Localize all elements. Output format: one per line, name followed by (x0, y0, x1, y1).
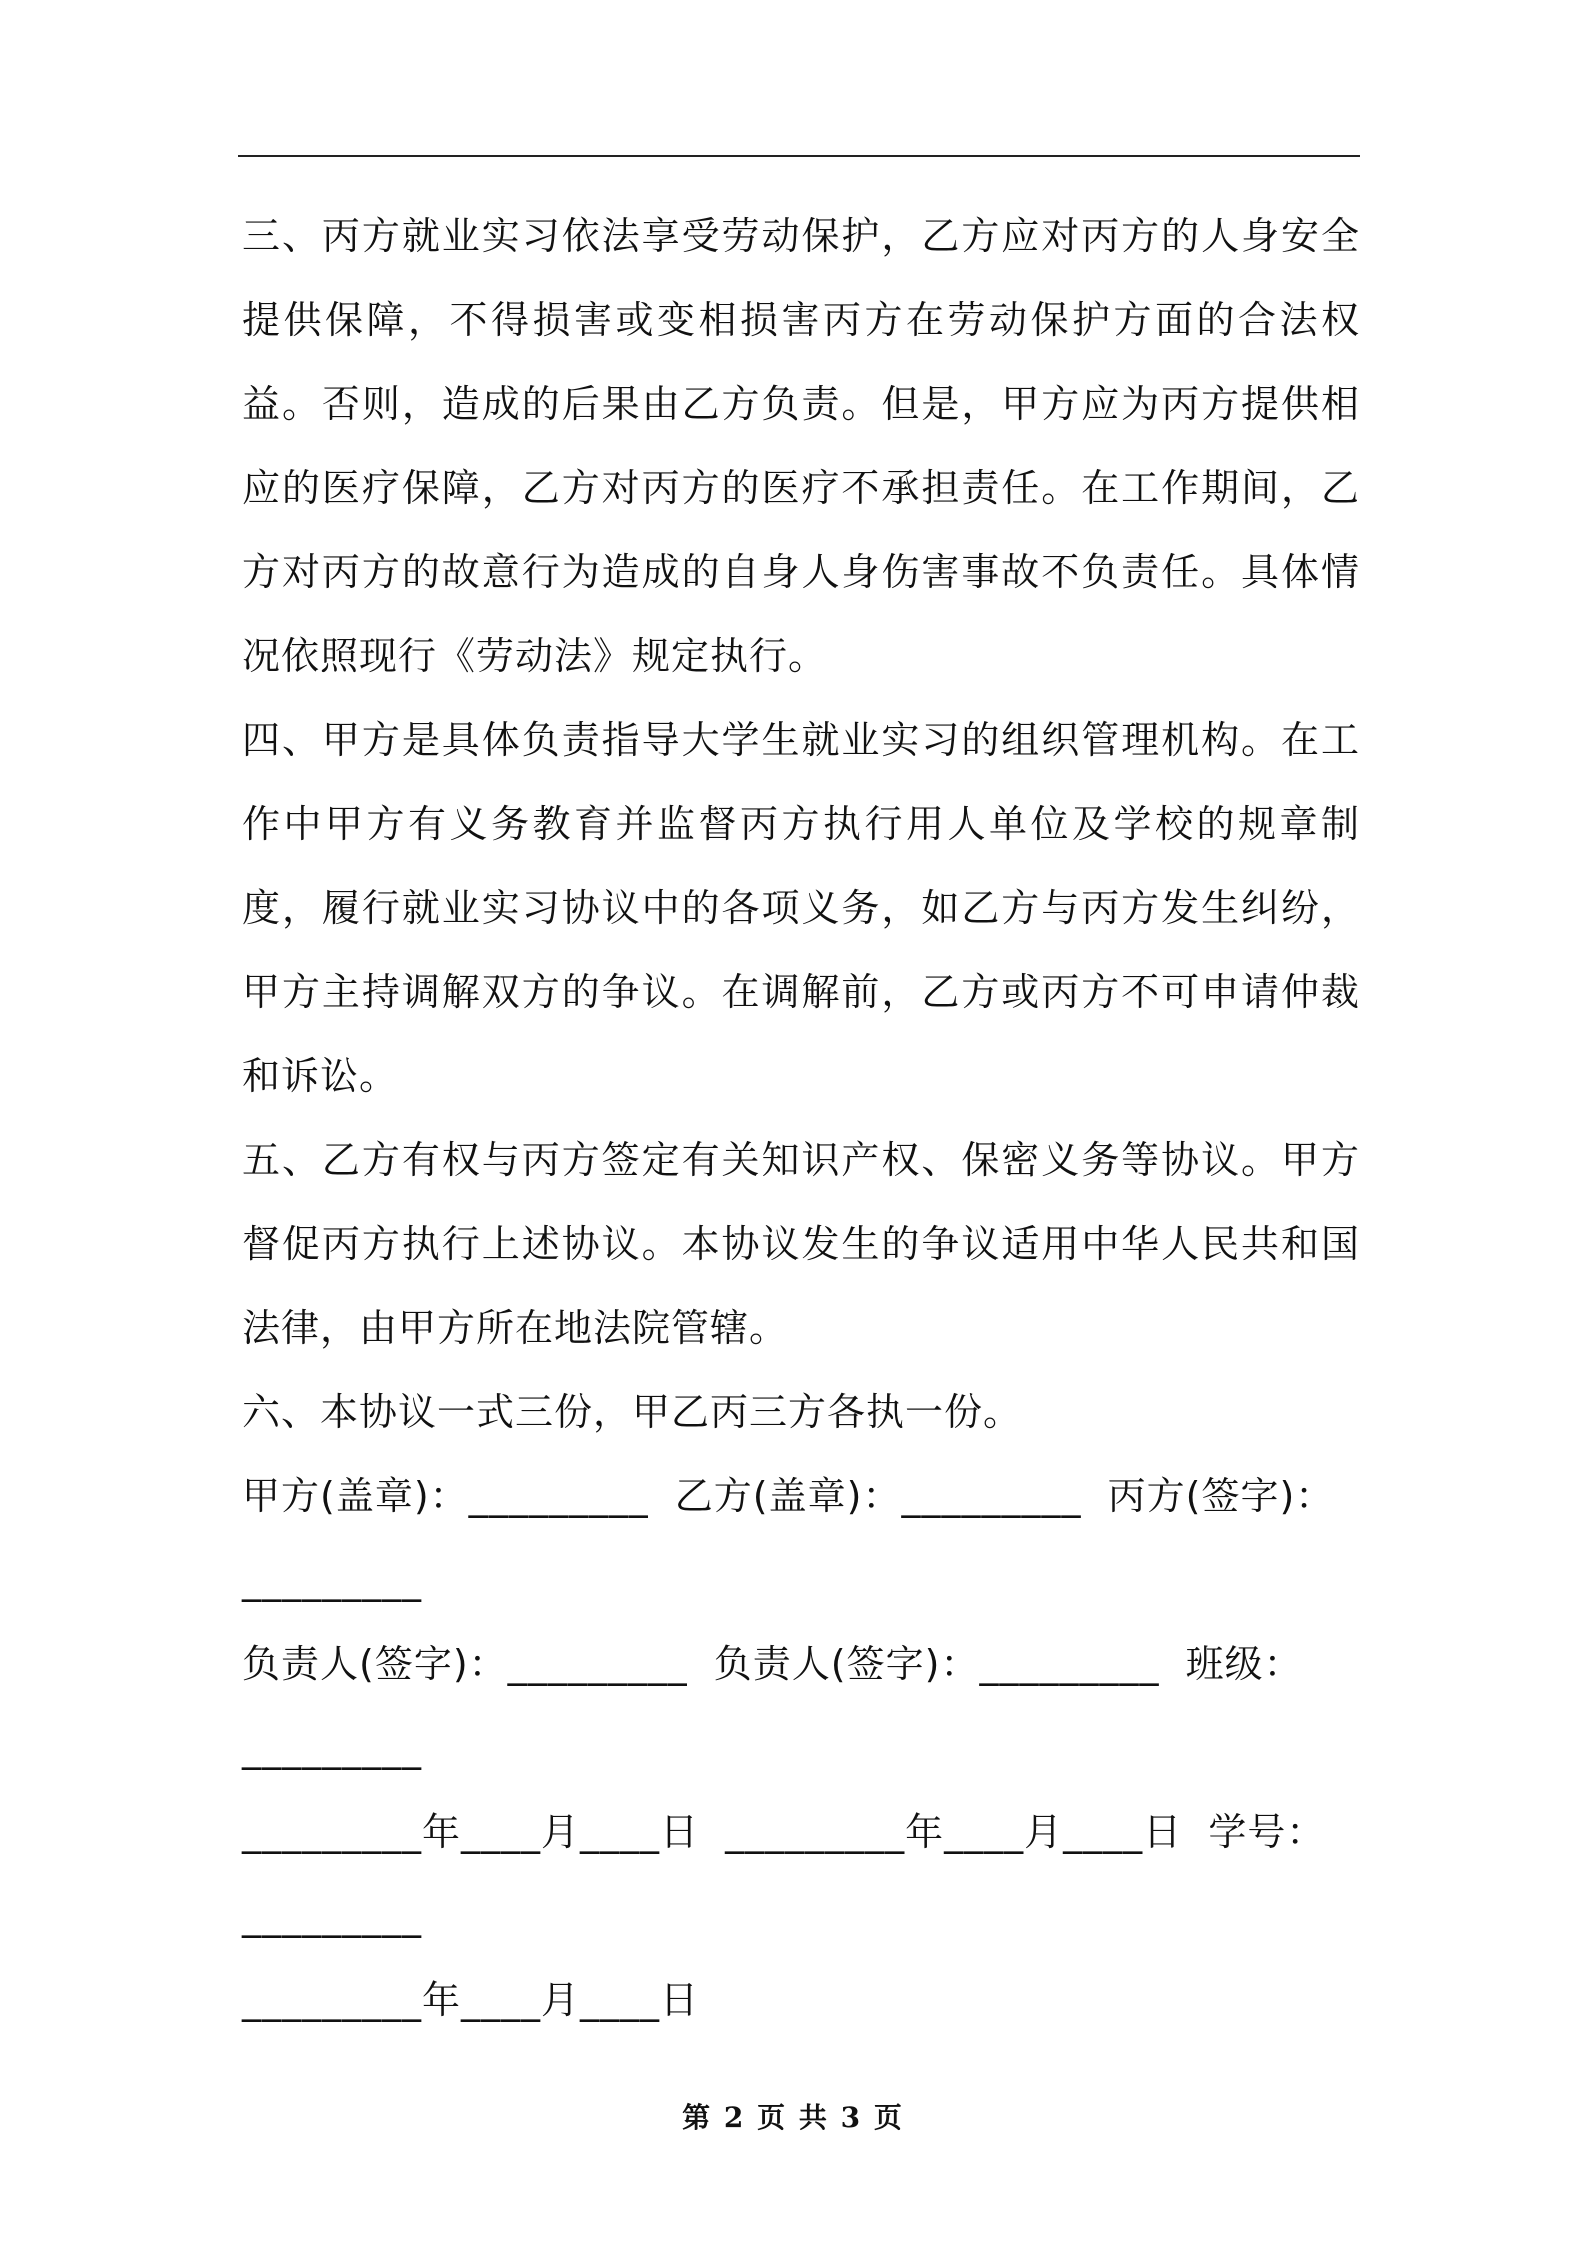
clause-6: 六、本协议一式三份，甲乙丙三方各执一份。 (242, 1390, 1023, 1434)
signature-blank: _________ (242, 1726, 422, 1770)
signature-responsible-line: 负责人(签字)：_________ 负责人(签字)：_________ 班级： (242, 1642, 1303, 1686)
clause-3: 三、丙方就业实习依法享受劳动保护，乙方应对丙方的人身安全提供保障，不得损害或变相损害丙方在劳动保护方面的合法权益。否则，造成的后果由乙方负责。但是，甲方应为丙方提供相应的医疗保障，乙方对丙方的医疗不承担责任。在工作期间，乙方对丙方的故意行为造成的自身人身伤害事故不负责任。具体情况依照现行《劳动法》规定执行。 (242, 214, 1360, 678)
signature-blank: _________ (242, 1558, 422, 1602)
clause-4: 四、甲方是具体负责指导大学生就业实习的组织管理机构。在工作中甲方有义务教育并监督丙方执行用人单位及学校的规章制度，履行就业实习协议中的各项义务，如乙方与丙方发生纠纷，甲方主持调解双方的争议。在调解前，乙方或丙方不可申请仲裁和诉讼。 (242, 718, 1360, 1098)
page-indicator: 第 2 页 共 3 页 (682, 2101, 904, 2134)
signature-blank: _________ (242, 1894, 422, 1938)
clause-5: 五、乙方有权与丙方签定有关知识产权、保密义务等协议。甲方督促丙方执行上述协议。本协议发生的争议适用中华人民共和国法律，由甲方所在地法院管辖。 (242, 1138, 1360, 1350)
document-body (242, 194, 1360, 2042)
signature-date-line: _________年____月____日 (242, 1978, 700, 2022)
signature-date-line: _________年____月____日 _________年____月____日 学号： (242, 1810, 1326, 1854)
header-divider (238, 155, 1360, 157)
signature-party-line: 甲方(盖章)：_________ 乙方(盖章)：_________ 丙方(签字)： (242, 1474, 1335, 1518)
